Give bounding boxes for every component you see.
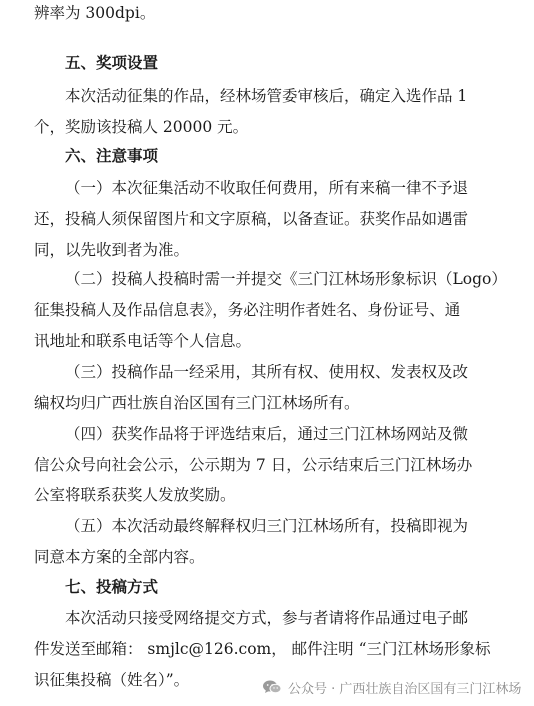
body-line: 本次活动征集的作品，经林场管委审核后，确定入选作品 1 xyxy=(65,87,468,105)
body-line: 件发送至邮箱： smjlc@126.com， 邮件注明 “三门江林场形象标 xyxy=(34,640,491,658)
body-line: 识征集投稿（姓名）”。 xyxy=(34,671,190,689)
section-heading-awards: 五、奖项设置 xyxy=(65,54,159,72)
body-line: 本次活动只接受网络提交方式，参与者请将作品通过电子邮 xyxy=(65,609,469,627)
wechat-watermark xyxy=(262,677,521,697)
body-line: 信公众号向社会公示，公示期为 7 日，公示结束后三门江林场办 xyxy=(34,456,473,474)
body-line: 公室将联系获奖人发放奖励。 xyxy=(34,486,236,504)
body-line: 同意本方案的全部内容。 xyxy=(34,548,205,566)
section-heading-submission: 七、投稿方式 xyxy=(65,578,159,596)
section-heading-notes: 六、注意事项 xyxy=(65,147,159,165)
body-line: 同，以先收到者为准。 xyxy=(34,241,190,259)
wechat-icon xyxy=(262,679,282,695)
body-line: 征集投稿人及作品信息表》，务必注明作者姓名、身份证号、通 xyxy=(34,301,461,319)
body-line: （三）投稿作品一经采用，其所有权、使用权、发表权及改 xyxy=(65,363,469,381)
watermark-text: 公众号 · 广西壮族自治区国有三门江林场 xyxy=(288,681,522,697)
body-line: （二）投稿人投稿时需一并提交《三门江林场形象标识（Logo） xyxy=(65,270,507,288)
body-line: 辨率为 300dpi。 xyxy=(34,4,156,22)
body-line: 还，投稿人须保留图片和文字原稿，以备查证。获奖作品如遇雷 xyxy=(34,210,469,228)
body-line: 讯地址和联系电话等个人信息。 xyxy=(34,332,252,350)
body-line: （四）获奖作品将于评选结束后，通过三门江林场网站及微 xyxy=(65,425,469,443)
body-line: （五）本次活动最终解释权归三门江林场所有，投稿即视为 xyxy=(65,517,469,535)
body-line: （一）本次征集活动不收取任何费用，所有来稿一律不予退 xyxy=(65,179,469,197)
body-line: 个，奖励该投稿人 20000 元。 xyxy=(34,118,249,136)
body-line: 编权均归广西壮族自治区国有三门江林场所有。 xyxy=(34,394,360,412)
